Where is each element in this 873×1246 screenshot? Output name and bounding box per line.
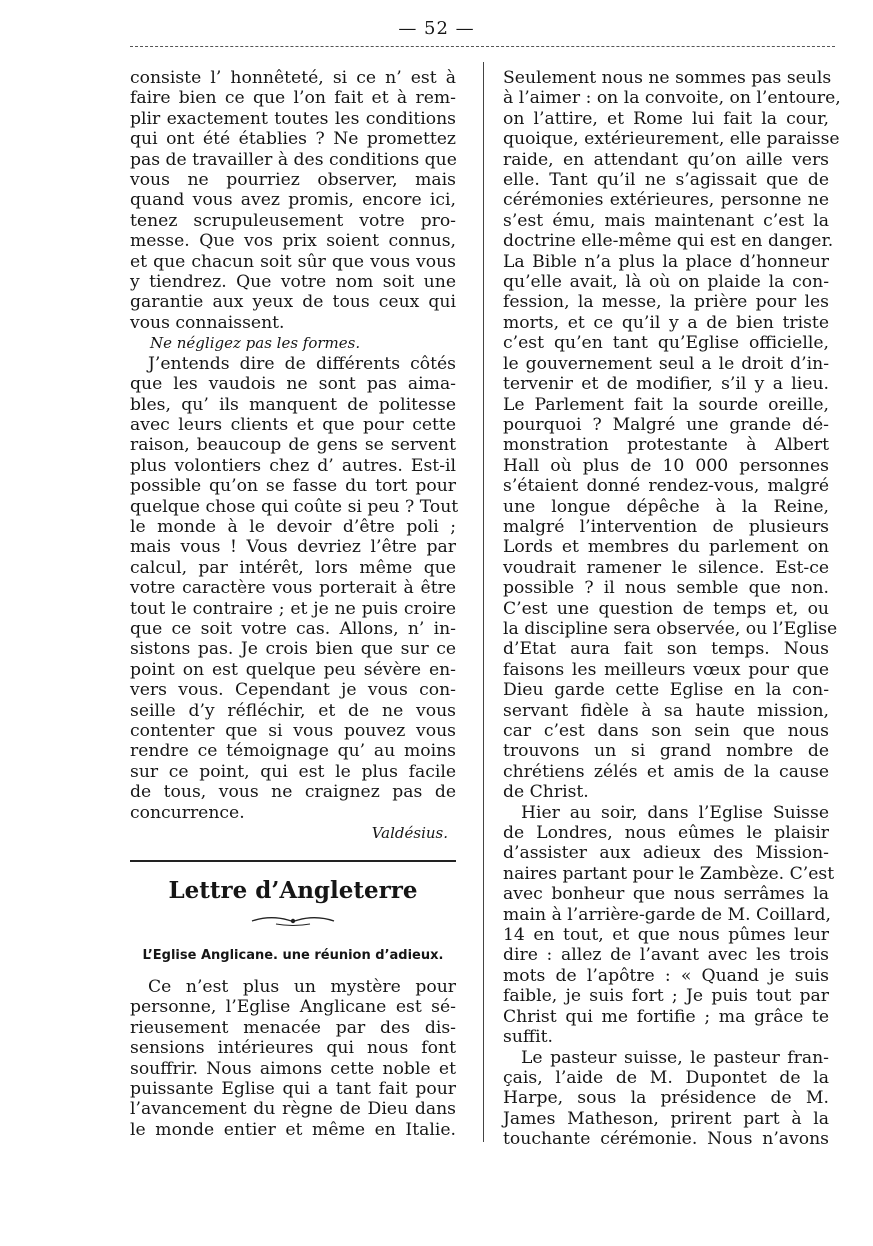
text-line: point on est quelque peu sévère en- xyxy=(130,659,456,680)
flourish-svg xyxy=(248,912,338,928)
text-line: plir exactement toutes les conditions xyxy=(130,108,456,129)
text-line: 14 en tout, et que nous pûmes leur xyxy=(503,925,829,946)
text-line: fession, la messe, la prière pour les xyxy=(503,292,829,313)
text-line: monstration protestante à Albert xyxy=(503,435,829,456)
text-line: à l’aimer : on la convoite, on l’entoure, xyxy=(503,88,841,109)
text-line: raide, en attendant qu’on aille vers xyxy=(503,149,829,170)
text-line: possible qu’on se fasse du tort pour xyxy=(130,476,456,497)
text-line: de Londres, nous eûmes le plaisir xyxy=(503,823,829,844)
text-line: quoique, extérieurement, elle paraisse xyxy=(503,129,840,150)
text-line: naires partant pour le Zambèze. C’est xyxy=(503,863,835,884)
text-line: vous ne pourriez observer, mais xyxy=(130,170,456,191)
text-line: plus volontiers chez d’ autres. Est-il xyxy=(130,455,456,476)
column-divider xyxy=(483,62,484,1142)
text-line: car c’est dans son sein que nous xyxy=(503,721,829,741)
text-line: bles, qu’ ils manquent de politesse xyxy=(130,394,456,415)
text-line: y tiendrez. Que votre nom soit une xyxy=(130,272,456,293)
article-title: Lettre d’Angleterre xyxy=(168,877,418,904)
text-line: l’avancement du règne de Dieu dans xyxy=(130,1099,456,1120)
text-line: le monde à le devoir d’être poli ; xyxy=(130,516,456,537)
text-line: servant fidèle à sa haute mission, xyxy=(503,700,829,721)
text-line: elle. Tant qu’il ne s’agissait que de xyxy=(503,170,829,191)
text-line: pas de travailler à des conditions que xyxy=(130,149,457,170)
text-line: avec bonheur que nous serrâmes la xyxy=(503,884,829,905)
text-line: Seulement nous ne sommes pas seuls xyxy=(503,68,832,88)
text-line: la discipline sera observée, ou l’Eglise xyxy=(503,618,838,639)
section-divider xyxy=(130,860,456,862)
text-line: Harpe, sous la présidence de M. xyxy=(503,1088,829,1109)
text-line: garantie aux yeux de tous ceux qui xyxy=(130,292,456,313)
subheading: Ne négligez pas les formes. xyxy=(150,334,361,353)
text-line: Ce n’est plus un mystère pour xyxy=(148,977,456,997)
text-line: votre caractère vous porterait à être xyxy=(130,578,456,599)
text-line: faible, je suis fort ; Je puis tout par xyxy=(503,986,829,1007)
text-line: s’est ému, mais maintenant c’est la xyxy=(503,210,829,231)
text-line: sistons pas. Je crois bien que sur ce xyxy=(130,639,456,660)
text-line: personne, l’Eglise Anglicane est sé- xyxy=(130,997,456,1018)
text-line: contenter que si vous pouvez vous xyxy=(130,721,456,741)
text-line: rieusement menacée par des dis- xyxy=(130,1017,456,1038)
header-rule xyxy=(130,46,835,47)
text-line: Le pasteur suisse, le pasteur fran- xyxy=(521,1047,829,1068)
text-line: J’entends dire de différents côtés xyxy=(148,353,456,374)
text-line: vous connaissent. xyxy=(130,312,285,333)
text-line: trouvons un si grand nombre de xyxy=(503,741,829,762)
text-line: que les vaudois ne sont pas aima- xyxy=(130,374,456,395)
text-line: chrétiens zélés et amis de la cause xyxy=(503,761,829,782)
text-line: d’Etat aura fait son temps. Nous xyxy=(503,639,829,660)
text-line: Hier au soir, dans l’Eglise Suisse xyxy=(521,802,829,823)
text-line: d’assister aux adieux des Mission- xyxy=(503,843,829,864)
text-line: main à l’arrière-garde de M. Coillard, xyxy=(503,904,831,925)
text-line: Lords et membres du parlement on xyxy=(503,537,829,558)
text-line: tenez scrupuleusement votre pro- xyxy=(130,210,456,231)
page-number: — 52 — xyxy=(398,18,475,39)
text-line: souffrir. Nous aimons cette noble et xyxy=(130,1058,456,1079)
article-subtitle: L’Eglise Anglicane. une réunion d’adieux. xyxy=(142,948,444,963)
text-line: Le Parlement fait la sourde oreille, xyxy=(503,394,829,415)
text-line: doctrine elle-même qui est en danger. xyxy=(503,231,834,252)
text-line: dire : allez de l’avant avec les trois xyxy=(503,945,829,966)
text-line: seille d’y réfléchir, et de ne vous xyxy=(130,700,456,721)
text-line: çais, l’aide de M. Dupontet de la xyxy=(503,1067,829,1088)
text-line: Christ qui me fortifie ; ma grâce te xyxy=(503,1006,829,1027)
text-line: touchante cérémonie. Nous n’avons xyxy=(503,1129,829,1150)
text-line: calcul, par intérêt, lors même que xyxy=(130,557,456,578)
text-line: qui ont été établies ? Ne promettez xyxy=(130,129,456,150)
text-line: possible ? il nous semble que non. xyxy=(503,578,829,599)
text-line: morts, et ce qu’il y a de bien triste xyxy=(503,312,829,333)
text-line: James Matheson, prirent part à la xyxy=(503,1108,829,1129)
text-line: faire bien ce que l’on fait et à rem- xyxy=(130,88,456,109)
text-line: on l’attire, et Rome lui fait la cour, xyxy=(503,108,829,129)
text-line: concurrence. xyxy=(130,802,245,823)
text-line: voudrait ramener le silence. Est-ce xyxy=(503,557,829,578)
text-line: sensions intérieures qui nous font xyxy=(130,1038,456,1059)
text-line: cérémonies extérieures, personne ne xyxy=(503,190,829,211)
left-column-text-a xyxy=(130,68,459,843)
text-line: rendre ce témoignage qu’ au moins xyxy=(130,741,456,762)
text-line: sur ce point, qui est le plus facile xyxy=(130,761,456,782)
text-line: malgré l’intervention de plusieurs xyxy=(503,516,829,537)
text-line: consiste l’ honnêteté, si ce n’ est à xyxy=(130,68,456,88)
signature: Valdésius. xyxy=(371,824,448,843)
text-line: tervenir et de modifier, s’il y a lieu. xyxy=(503,374,829,395)
text-line: quand vous avez promis, encore ici, xyxy=(130,190,456,211)
text-line: une longue dépêche à la Reine, xyxy=(503,496,829,517)
text-line: faisons les meilleurs vœux pour que xyxy=(503,659,829,680)
text-line: le gouvernement seul a le droit d’in- xyxy=(503,353,829,374)
text-line: quelque chose qui coûte si peu ? Tout xyxy=(130,496,459,517)
text-line: La Bible n’a plus la place d’honneur xyxy=(503,251,829,272)
text-line: messe. Que vos prix soient connus, xyxy=(130,231,456,252)
text-line: mots de l’apôtre : « Quand je suis xyxy=(503,965,829,986)
text-line: et que chacun soit sûr que vous vous xyxy=(130,251,456,272)
text-line: c’est qu’en tant qu’Eglise officielle, xyxy=(503,333,829,354)
text-line: de tous, vous ne craignez pas de xyxy=(130,782,456,803)
text-line: puissante Eglise qui a tant fait pour xyxy=(130,1079,456,1100)
text-line: suffit. xyxy=(503,1027,553,1048)
text-line: s’étaient donné rendez-vous, malgré xyxy=(503,476,829,497)
text-line: pourquoi ? Malgré une grande dé- xyxy=(503,414,829,435)
text-line: vers vous. Cependant je vous con- xyxy=(130,680,456,701)
text-line: avec leurs clients et que pour cette xyxy=(130,414,456,435)
text-line: qu’elle avait, là où on plaide la con- xyxy=(503,272,829,293)
left-column-text-c xyxy=(130,977,456,1140)
text-line: que ce soit votre cas. Allons, n’ in- xyxy=(130,618,456,639)
text-line: raison, beaucoup de gens se servent xyxy=(130,435,456,456)
text-line: tout le contraire ; et je ne puis croire xyxy=(130,598,456,619)
text-line: le monde entier et même en Italie. xyxy=(130,1119,456,1140)
text-line: Hall où plus de 10 000 personnes xyxy=(503,455,829,476)
text-line: mais vous ! Vous devriez l’être par xyxy=(130,537,456,558)
text-line: Dieu garde cette Eglise en la con- xyxy=(503,680,829,701)
ornament-flourish-icon xyxy=(130,912,456,931)
text-line: de Christ. xyxy=(503,782,589,803)
text-line: C’est une question de temps et, ou xyxy=(503,598,829,619)
right-column-text xyxy=(503,68,841,1150)
